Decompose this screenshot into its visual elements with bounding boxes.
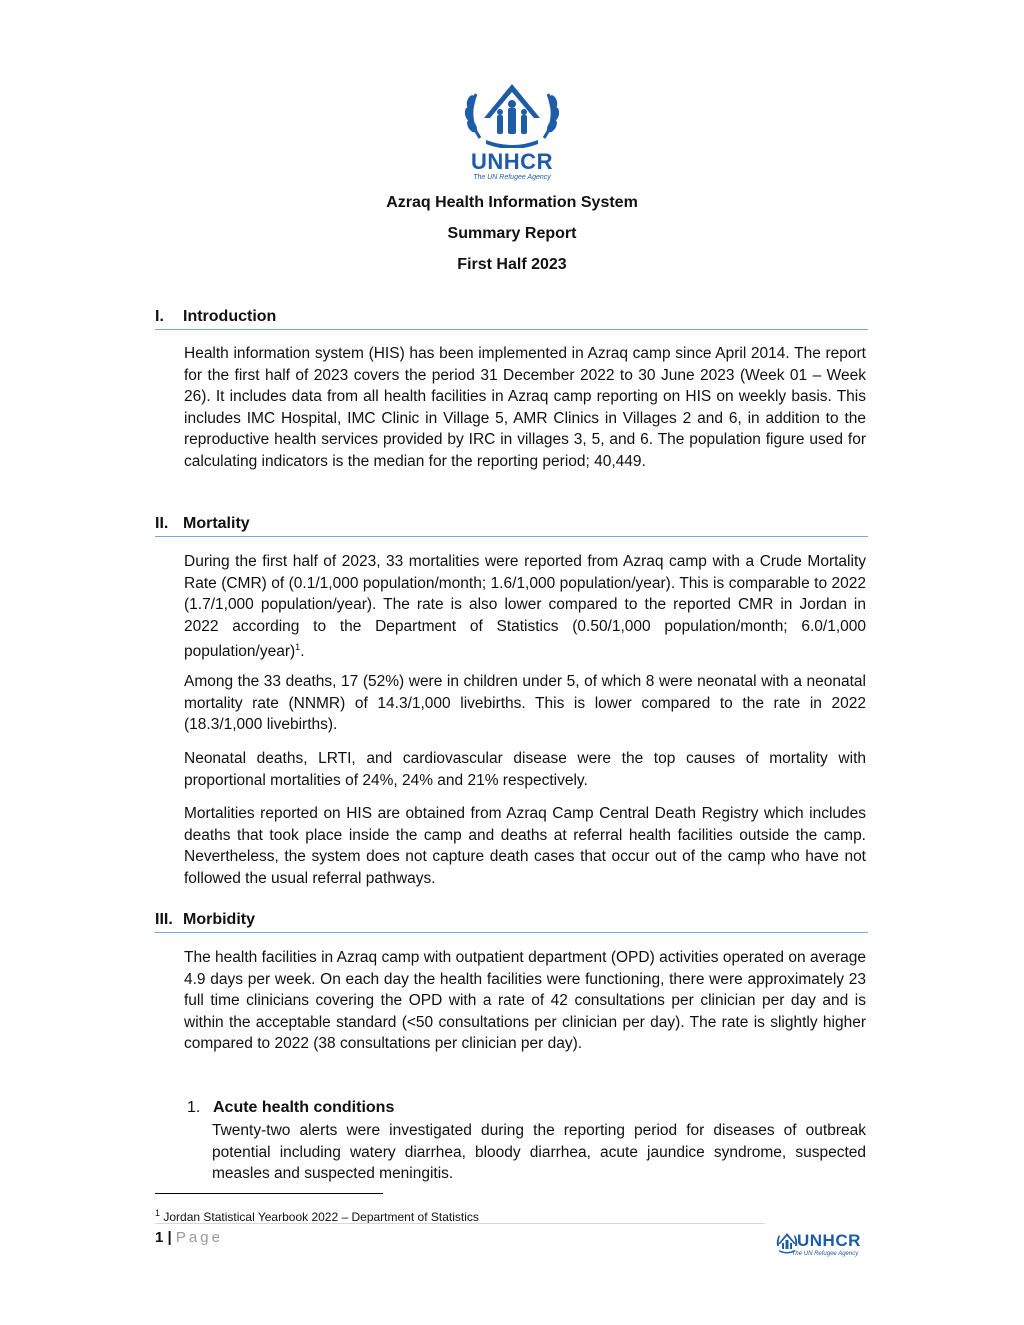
report-title: Azraq Health Information System <box>386 194 638 211</box>
mortality-paragraph-4: Mortalities reported on HIS are obtained from Azraq Camp Central Death Registry which includes deaths that took place inside the camp and deaths at referral health facilities outside the camp. Nevertheless, the system does not capture death cases that occur out of the camp who have not followed the usual referral pathways. <box>184 805 866 887</box>
page-number-value: 1 <box>155 1229 164 1246</box>
unhcr-logo <box>460 78 564 181</box>
footnote <box>155 1208 479 1224</box>
footnote-divider <box>155 1193 383 1194</box>
report-subtitle: Summary Report <box>447 225 577 242</box>
logo-tagline: The UN Refugee Agency <box>473 174 551 181</box>
section-heading-morbidity <box>155 911 868 933</box>
page-separator: | <box>167 1229 172 1246</box>
section-number: III. <box>155 911 173 928</box>
section-heading-mortality <box>155 515 868 537</box>
footer-divider <box>155 1223 765 1224</box>
footnote-text: Jordan Statistical Yearbook 2022 – Department of Statistics <box>163 1210 479 1224</box>
logo-word: UNHCR <box>471 149 553 174</box>
footnote-number: 1 <box>155 1208 161 1218</box>
report-period: First Half 2023 <box>457 256 567 273</box>
subsection-heading-acute <box>187 1099 394 1117</box>
section-title: Introduction <box>183 308 277 325</box>
mortality-paragraph-3: Neonatal deaths, LRTI, and cardiovascular disease were the top causes of mortality with proportional mortalities of 24%, 24% and 21% respectively. <box>184 750 866 789</box>
mortality-paragraph-2: Among the 33 deaths, 17 (52%) were in children under 5, of which 8 were neonatal with a neonatal mortality rate (NNMR) of 14.3/1,000 livebirths. This is lower compared to the rate in 2022 (18.3/1,000 livebirths). <box>184 673 866 733</box>
acute-paragraph: Twenty-two alerts were investigated during the reporting period for diseases of outbreak potential including watery diarrhea, bloody diarrhea, acute jaundice syndrome, suspected measles and suspected meningitis. <box>212 1122 866 1182</box>
intro-paragraph: Health information system (HIS) has been implemented in Azraq camp since April 2014. The report for the first half of 2023 covers the period 31 December 2022 to 30 June 2023 (Week 01 – Week 26). It includes data from all health facilities in Azraq camp reporting on HIS on weekly basis. This includes IMC Hospital, IMC Clinic in Village 5, AMR Clinics in Villages 2 and 6, in addition to the reproductive health services provided by IRC in villages 3, 5, and 6. The population figure used for calculating indicators is the median for the reporting period; 40,449. <box>184 345 866 470</box>
page-label: Page <box>175 1229 223 1246</box>
mortality-paragraph-1-end: . <box>300 643 305 661</box>
unhcr-emblem-icon <box>460 78 564 148</box>
morbidity-paragraph: The health facilities in Azraq camp with outpatient department (OPD) activities operated on average 4.9 days per week. On each day the health facilities were functioning, there were approximately 23 full time clinicians covering the OPD with a rate of 42 consultations per clinician per day and is within the acceptable standard (<50 consultations per clinician per day). The rate is slightly higher compared to 2022 (38 consultations per clinician per day). <box>184 949 866 1052</box>
footnote-reference: 1 <box>295 642 301 652</box>
subsection-title: Acute health conditions <box>213 1099 395 1116</box>
unhcr-footer-logo <box>775 1230 875 1260</box>
section-number: I. <box>155 308 164 325</box>
footer-logo-word: UNHCR <box>797 1231 861 1250</box>
section-number: II. <box>155 515 169 532</box>
section-title: Mortality <box>183 515 250 532</box>
footer-logo-tagline: The UN Refugee Agency <box>791 1251 859 1257</box>
section-heading-introduction <box>155 308 868 330</box>
page-number <box>155 1229 223 1246</box>
mortality-paragraph-1-text: During the first half of 2023, 33 mortalities were reported from Azraq camp with a Crude Mortality Rate (CMR) of (0.1/1,000 population/month; 1.6/1,000 population/year). This is comparable to 2022 (1.7/1,000 population/year). The rate is also lower compared to the reported CMR in Jordan in 2022 according to the Department of Statistics (0.50/1,000 population/month; 6.0/1,000 population/year) <box>184 553 866 661</box>
mortality-paragraph-1 <box>184 551 866 663</box>
section-title: Morbidity <box>183 911 255 928</box>
subsection-number: 1. <box>187 1099 201 1116</box>
